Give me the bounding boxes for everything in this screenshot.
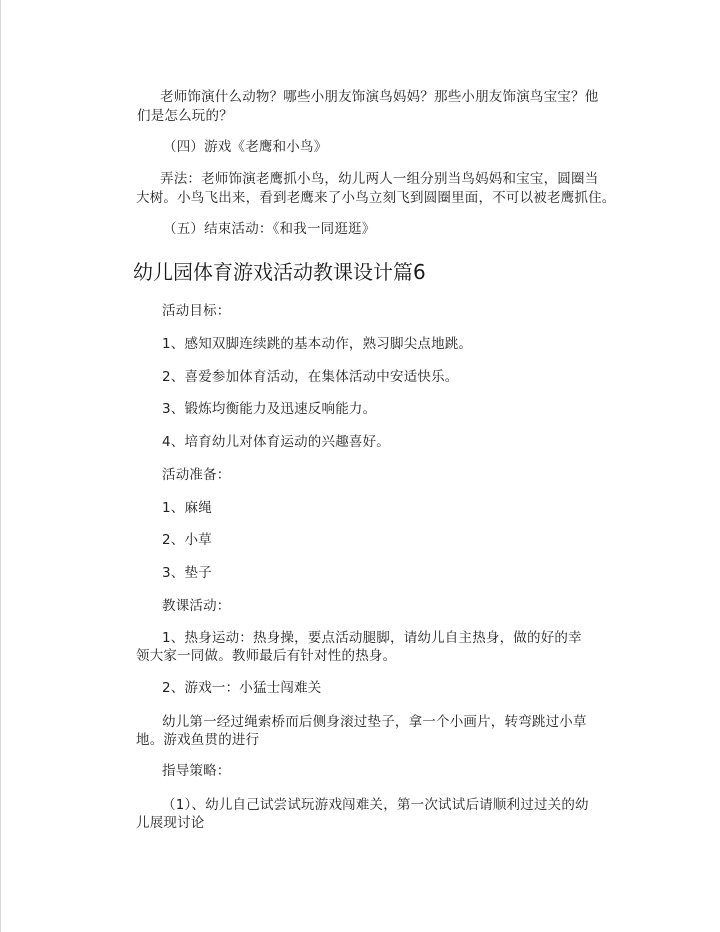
paragraph-line: 儿展现讨论 xyxy=(136,815,205,831)
paragraph-line: 们是怎么玩的？ xyxy=(137,108,233,124)
paragraph-line: 1、热身运动：热身操，要点活动腿脚，请幼儿自主热身，做的好的幸 xyxy=(162,630,582,646)
paragraph-line: 领大家一同做。教师最后有针对性的热身。 xyxy=(136,648,397,664)
list-item: 2、小草 xyxy=(162,532,212,548)
paragraph-line: 弄法：老师饰演老鹰抓小鸟，幼儿两人一组分别当鸟妈妈和宝宝，圆圈当 xyxy=(160,171,599,187)
list-item: 4、培育幼儿对体育运动的兴趣喜好。 xyxy=(162,434,390,450)
section-heading: 幼儿园体育游戏活动教课设计篇6 xyxy=(133,260,426,284)
list-item: 2、喜爱参加体育活动，在集体活动中安适快乐。 xyxy=(162,369,459,385)
paragraph-line: 大树。小鸟飞出来，看到老鹰来了小鸟立刻飞到圆圈里面，不可以被老鹰抓住。 xyxy=(136,190,616,206)
label-line: 活动目标： xyxy=(162,303,231,319)
subsection-title: （四）游戏《老鹰和小鸟》 xyxy=(163,139,328,155)
list-item: 1、麻绳 xyxy=(162,500,212,516)
label-line: 教课活动： xyxy=(162,598,231,614)
subsection-title: （五）结束活动：《和我一同逛逛》 xyxy=(163,221,376,237)
paragraph-line: 老师饰演什么动物？哪些小朋友饰演鸟妈妈？那些小朋友饰演鸟宝宝？他 xyxy=(160,89,599,105)
label-line: 指导策略： xyxy=(162,763,231,779)
list-item: 1、感知双脚连续跳的基本动作，熟习脚尖点地跳。 xyxy=(162,336,473,352)
paragraph-line: 幼儿第一经过绳索桥而后侧身滚过垫子，拿一个小画片，转弯跳过小草 xyxy=(162,714,587,730)
list-item: 3、锻炼均衡能力及迅速反响能力。 xyxy=(162,401,377,417)
paragraph-line: （1）、幼儿自己试尝试玩游戏闯难关，第一次试试后请顺利过过关的幼 xyxy=(162,797,589,813)
list-item: 2、游戏一：小猛士闯难关 xyxy=(162,680,322,696)
page-left-border xyxy=(0,0,1,932)
label-line: 活动准备： xyxy=(162,467,231,483)
paragraph-line: 地。游戏鱼贯的进行 xyxy=(136,732,260,748)
list-item: 3、垫子 xyxy=(162,565,212,581)
